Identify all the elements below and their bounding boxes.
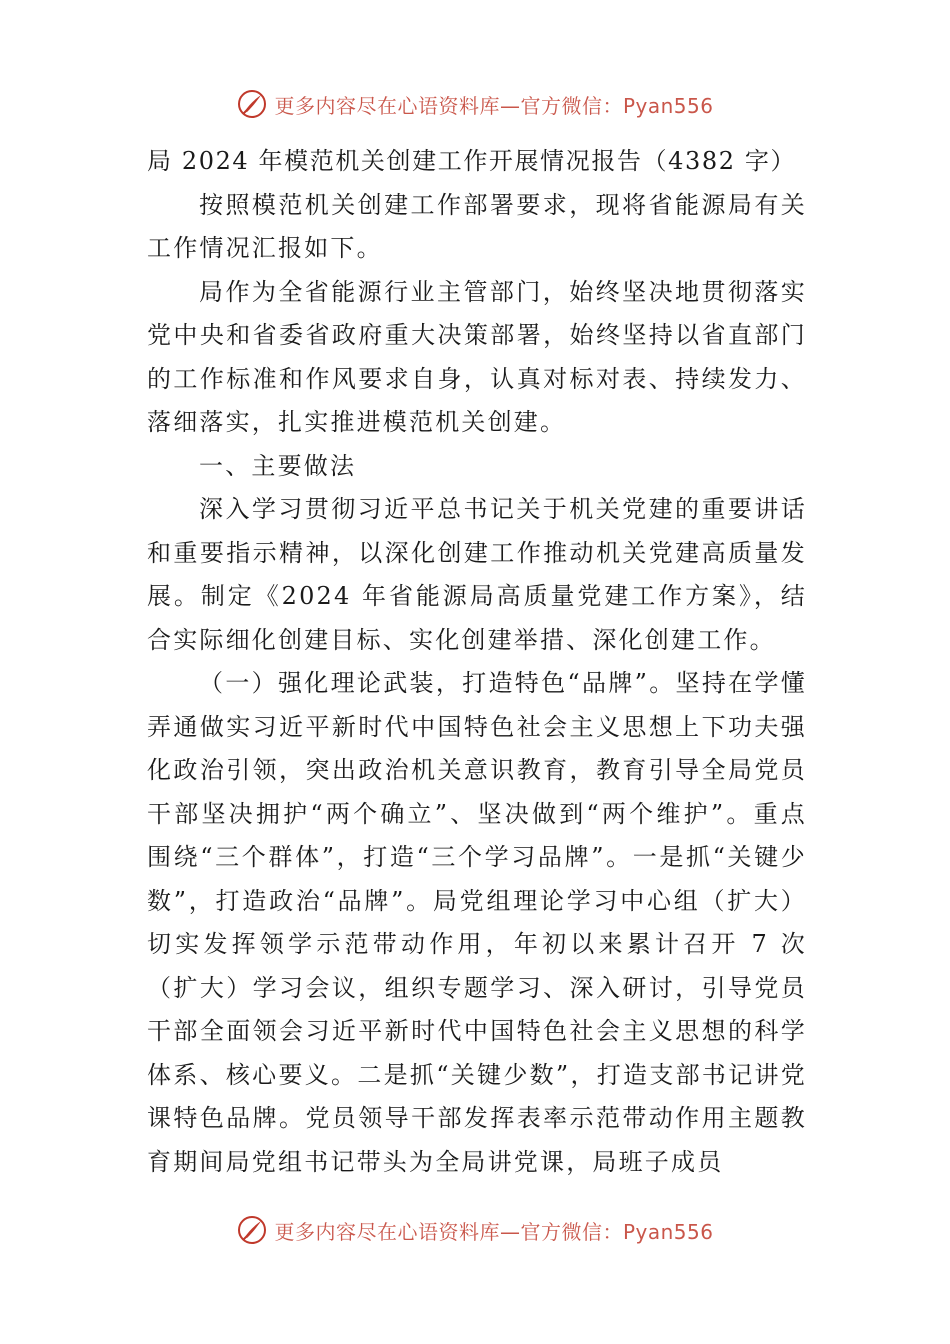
- watermark-header: [0, 84, 950, 124]
- watermark-text: 更多内容尽在心语资料库—官方微信：Pyan556: [274, 93, 714, 118]
- document-title: 局 2024 年模范机关创建工作开展情况报告（4382 字）: [147, 147, 797, 175]
- paragraph-overview: 局作为全省能源行业主管部门，始终坚决地贯彻落实党中央和省委省政府重大决策部署，始终坚持以省直部门的工作标准和作风要求自身，认真对标对表、持续发力、落细落实，扎实推进模范机关创建。: [147, 277, 807, 436]
- watermark-footer: [0, 1210, 950, 1250]
- document-body: [147, 140, 807, 1184]
- quill-seal-icon: [236, 1214, 268, 1246]
- paragraph-intro: 按照模范机关创建工作部署要求，现将省能源局有关工作情况汇报如下。: [147, 190, 807, 262]
- paragraph-study: 深入学习贯彻习近平总书记关于机关党建的重要讲话和重要指示精神，以深化创建工作推动机关党建高质量发展。制定《2024 年省能源局高质量党建工作方案》，结合实际细化创建目标、实化创建举措、深化创建工作。: [147, 495, 807, 654]
- paragraph-theory-armament: （一）强化理论武装，打造特色“品牌”。坚持在学懂弄通做实习近平新时代中国特色社会主义思想上下功夫强化政治引领，突出政治机关意识教育，教育引导全局党员干部坚决拥护“两个确立”、坚决做到“两个维护”。重点围绕“三个群体”，打造“三个学习品牌”。一是抓“关键少数”，打造政治“品牌”。局党组理论学习中心组（扩大）切实发挥领学示范带动作用，年初以来累计召开 7 次（扩大）学习会议，组织专题学习、深入研讨，引导党员干部全面领会习近平新时代中国特色社会主义思想的科学体系、核心要义。二是抓“关键少数”，打造支部书记讲党课特色品牌。党员领导干部发挥表率示范带动作用主题教育期间局党组书记带头为全局讲党课，局班子成员: [147, 669, 807, 1176]
- quill-seal-icon: [236, 88, 268, 120]
- watermark-text: 更多内容尽在心语资料库—官方微信：Pyan556: [274, 1219, 714, 1244]
- section-heading-main-practices: 一、主要做法: [199, 451, 357, 480]
